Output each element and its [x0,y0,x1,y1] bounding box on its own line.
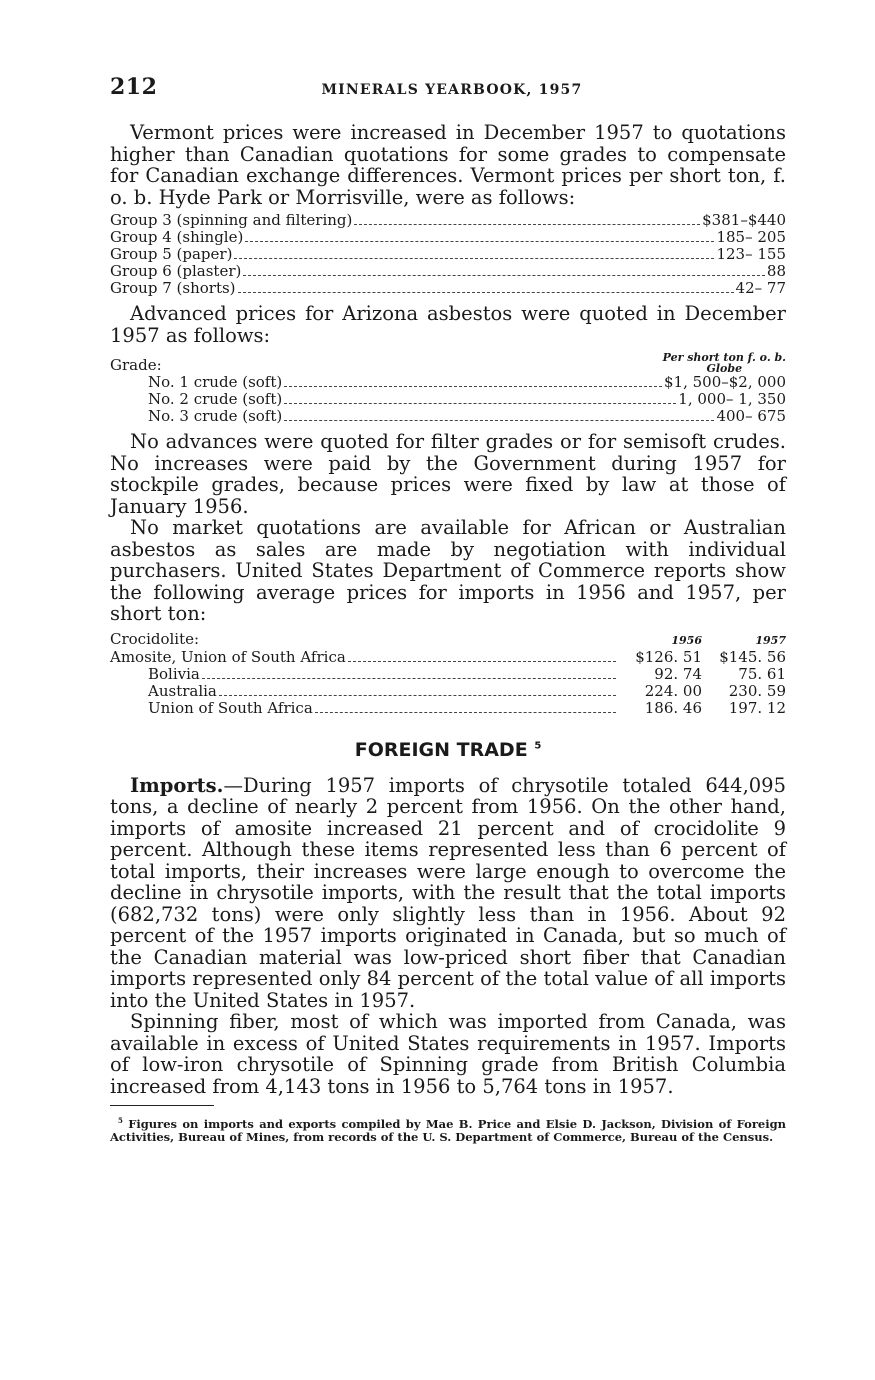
leader-dots [245,241,714,242]
table-row [110,700,786,717]
footnote-text: Figures on imports and exports compiled by Mae B. Price and Elsie D. Jackson, Division of Foreign Activities, Bureau of Mines, from records of the U. S. Department of Commerce, Bureau of the Census. [110,1116,786,1144]
row-value: 88 [766,262,786,280]
table-row [110,246,786,263]
imports-body-text: —During 1957 imports of chrysotile totaled 644,095 tons, a decline of nearly 2 percent from 1956. On the other hand, imports of amosite increased 21 percent and of crocidolite 9 percent. Although these items represented less than 6 percent of total imports, their increases were large enough to overcome the decline in chrysotile imports, with the result that the total imports (682,732 tons) were only slightly less than in 1956. About 92 percent of the 1957 imports originated in Canada, but so much of the Canadian material was low-priced short fiber that Canadian imports represented only 84 percent of the total value of all imports into the United States in 1957. [110,773,786,1012]
table-row [110,263,786,280]
leader-dots [315,712,616,713]
table-row [110,391,786,408]
grade-label: Grade: [110,356,162,374]
column-header-1956: 1956 [671,633,702,647]
vermont-price-table [110,212,786,297]
row-label: No. 3 crude (soft) [148,407,283,425]
row-label: Group 7 (shorts) [110,279,236,297]
row-label: No. 1 crude (soft) [148,373,283,391]
arizona-price-table [110,352,786,425]
value-1956: $126. 51 [635,647,702,666]
value-1957: 197. 12 [728,698,786,717]
import-price-table [110,631,786,717]
table-row [110,666,786,683]
imports-runin-heading: Imports. [130,773,224,797]
value-1956: 224. 00 [644,681,702,700]
row-value: 42– 77 [735,279,786,297]
running-title: MINERALS YEARBOOK, 1957 [321,82,583,98]
column-header: Per short ton f. o. b. [662,351,786,364]
row-label: Australia [148,681,217,700]
page [110,74,786,1155]
paragraph-no-market: No market quotations are available for African or Australian asbestos as sales are made by negotiation with individual purchasers. United States Department of Commerce reports show the following average prices for imports in 1956 and 1957, per short ton: [110,516,786,625]
row-value: 123– 155 [716,245,786,263]
row-value: 185– 205 [716,228,786,246]
section-heading [110,739,786,761]
value-1956: 186. 46 [644,698,702,717]
row-label: Group 6 (plaster) [110,262,242,280]
leader-dots [243,275,765,276]
footnote-reference: 5 [534,740,542,752]
value-1956: 92. 74 [654,664,702,683]
value-1957: $145. 56 [719,647,786,666]
footnote-divider [110,1105,214,1106]
group-label: Crocidolite: [110,629,200,648]
section-title-text: FOREIGN TRADE [354,738,528,761]
row-value: 400– 675 [716,407,786,425]
row-label: Group 4 (shingle) [110,228,244,246]
leader-dots [348,661,616,662]
table-row [110,649,786,666]
column-header-sub: Globe [706,362,743,375]
value-1957: 230. 59 [728,681,786,700]
row-label: Amosite, Union of South Africa [110,647,346,666]
leader-dots [354,224,700,225]
row-label: Bolivia [148,664,200,683]
paragraph-arizona-prices: Advanced prices for Arizona asbestos were quoted in December 1957 as follows: [110,302,786,347]
table-row [110,683,786,700]
leader-dots [284,420,714,421]
row-label: No. 2 crude (soft) [148,390,283,408]
row-label: Union of South Africa [148,698,313,717]
leader-dots [284,386,662,387]
row-value: $1, 500–$2, 000 [663,373,786,391]
paragraph-spinning-fiber: Spinning fiber, most of which was imported from Canada, was available in excess of United States requirements in 1957. Imports of low-iron chrysotile of Spinning grade from British Columbia increased from 4,143 tons in 1956 to 5,764 tons in 1957. [110,1010,786,1098]
leader-dots [219,695,616,696]
table-row [110,229,786,246]
leader-dots [284,403,676,404]
row-label: Group 3 (spinning and filtering) [110,211,353,229]
page-header [110,74,786,104]
table-row [110,280,786,297]
value-1957: 75. 61 [738,664,786,683]
row-label: Group 5 (paper) [110,245,233,263]
table-row [110,374,786,391]
row-value: 1, 000– 1, 350 [678,390,786,408]
footnote [110,1114,786,1144]
footnote-mark: 5 [118,1116,123,1125]
leader-dots [238,292,734,293]
paragraph-imports [110,775,786,1012]
paragraph-no-advances: No advances were quoted for filter grades or for semisoft crudes. No increases were paid by the Government during 1957 for stockpile grades, because prices were fixed by law at those of January 1956. [110,430,786,518]
table-row [110,212,786,229]
leader-dots [234,258,714,259]
table-row [110,408,786,425]
page-number: 212 [110,74,158,100]
column-header-1957: 1957 [755,633,786,647]
paragraph-vermont-prices: Vermont prices were increased in December 1957 to quotations higher than Canadian quotations for some grades to compensate for Canadian exchange differences. Vermont prices per short ton, f. o. b. Hyde Park or Morrisville, were as follows: [110,121,786,209]
row-value: $381–$440 [702,211,786,229]
leader-dots [202,678,616,679]
